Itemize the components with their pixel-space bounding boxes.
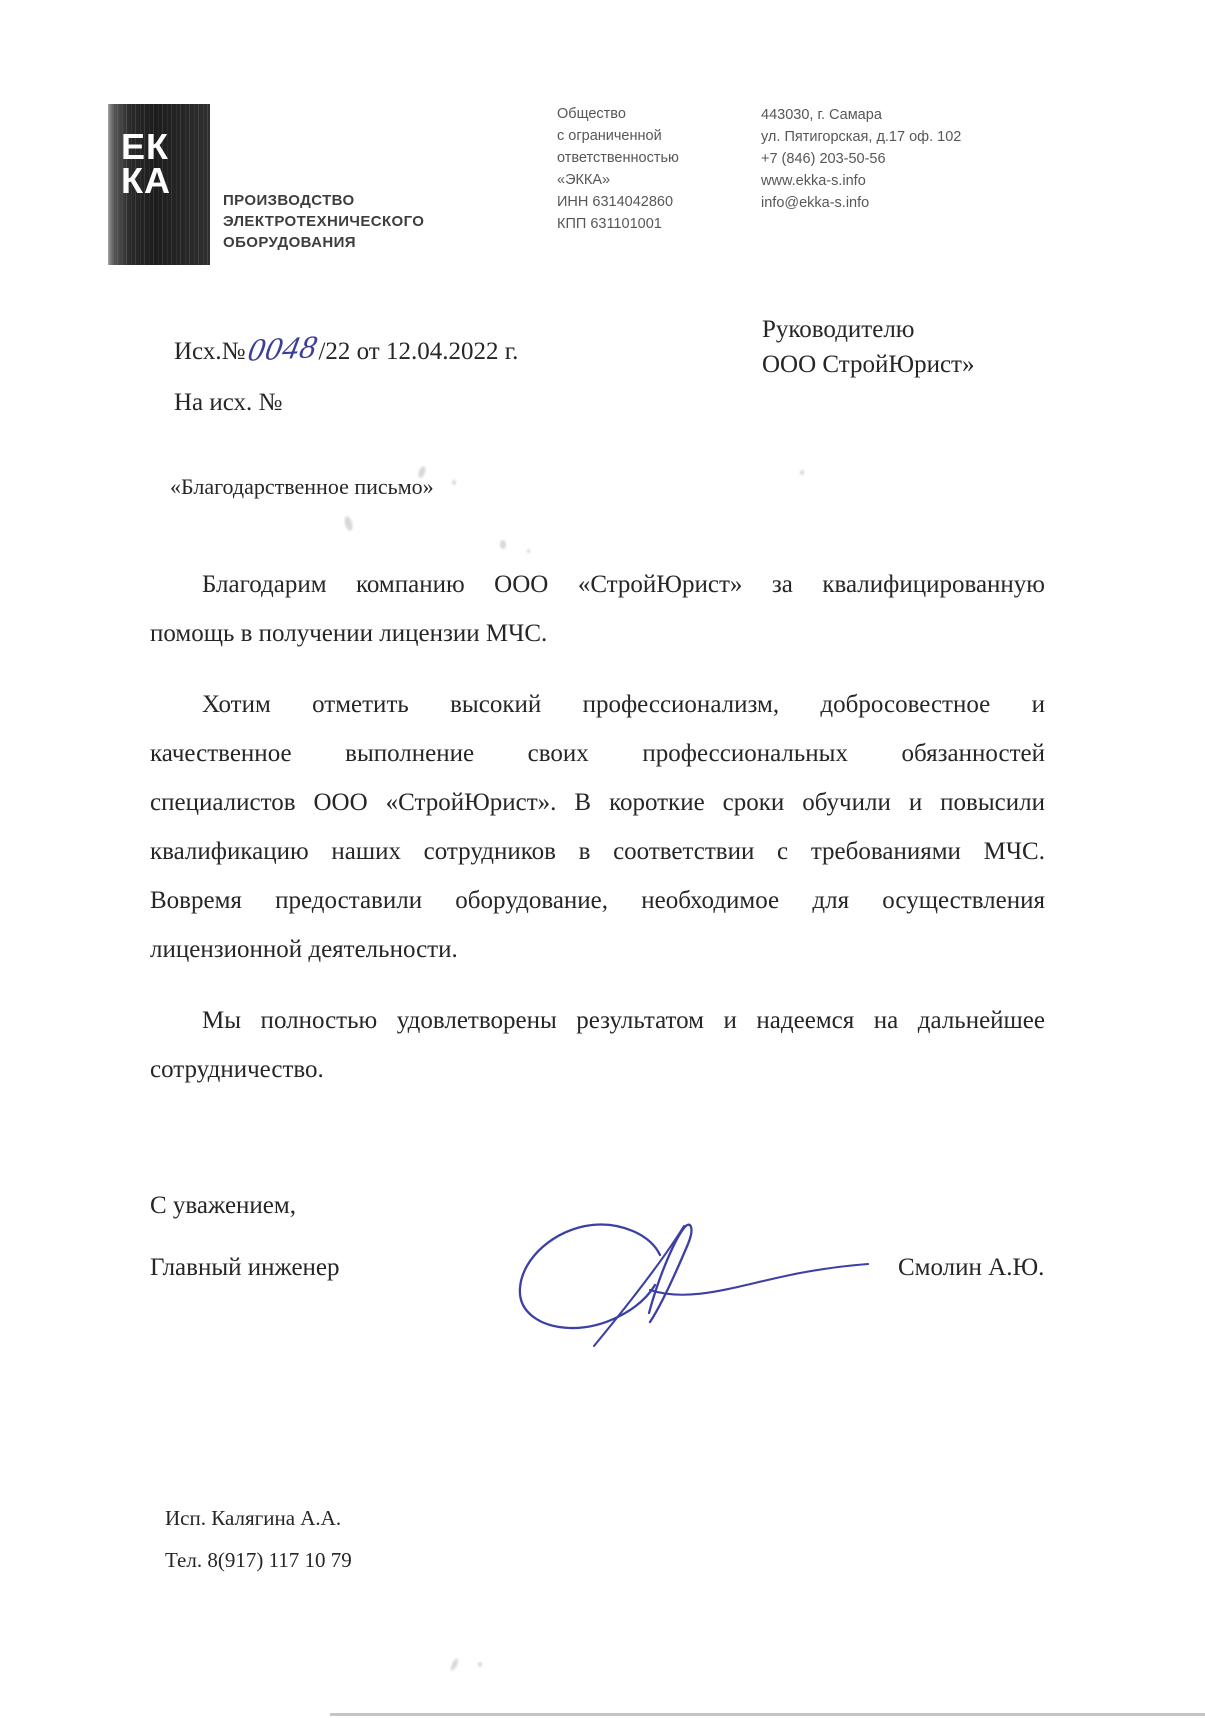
text-line: +7 (846) 203-50-56 [761, 151, 886, 167]
text-line: Общество [557, 106, 626, 122]
outgoing-reference [174, 330, 518, 367]
text-line: КПП 631101001 [557, 216, 662, 232]
text-line: «ЭККА» [557, 172, 611, 188]
signer-position: Главный инженер [150, 1254, 340, 1281]
text-line: ПРОИЗВОДСТВО [223, 192, 355, 209]
scan-smudge [478, 1662, 482, 1667]
scan-smudge [343, 515, 354, 531]
company-contacts [761, 104, 961, 214]
company-details [557, 103, 679, 235]
outgoing-prefix: Исх.№ [174, 338, 246, 365]
text-line: Вовремя предоставили оборудование, необходимое для осуществления [150, 887, 1045, 914]
handwritten-number: 0048 [245, 328, 322, 368]
scan-smudge [800, 470, 804, 475]
scan-edge-artifact [330, 1713, 1205, 1716]
executor-phone: Тел. 8(917) 117 10 79 [165, 1548, 352, 1572]
text-line: сотрудничество. [150, 1056, 324, 1083]
paragraph-2 [150, 680, 1045, 974]
text-line: 443030, г. Самара [761, 107, 882, 123]
signer-name: Смолин А.Ю. [898, 1254, 1045, 1281]
recipient-block [762, 312, 974, 382]
text-line: качественное выполнение своих профессиональных обязанностей [150, 740, 1045, 767]
salutation: С уважением, [150, 1192, 296, 1219]
incoming-reference-label: На исх. № [174, 389, 283, 416]
paragraph-1 [150, 560, 1045, 658]
logo-line-1: ЕК [121, 126, 169, 167]
text-line: квалификацию наших сотрудников в соответствии с требованиями МЧС. [150, 838, 1045, 865]
company-tagline [223, 190, 424, 253]
logo-text [121, 126, 171, 202]
letter-body [150, 560, 1045, 1116]
paragraph-3 [150, 996, 1045, 1094]
text-line: Руководителю [762, 316, 915, 343]
scan-smudge [449, 1658, 459, 1672]
company-logo [108, 104, 210, 265]
text-line: Благодарим компанию ООО «СтройЮрист» за квалифицированную [202, 571, 1045, 598]
text-line: ИНН 6314042860 [557, 194, 674, 210]
text-line: с ограниченной [557, 128, 662, 144]
text-line: ЭЛЕКТРОТЕХНИЧЕСКОГО [223, 213, 425, 230]
text-line: ул. Пятигорская, д.17 оф. 102 [761, 129, 962, 145]
text-line: ответственностью [557, 150, 679, 166]
scan-smudge [500, 540, 506, 549]
logo-line-2: КА [121, 160, 171, 202]
text-line: ООО СтройЮрист» [762, 351, 975, 378]
text-line: Мы полностью удовлетворены результатом и надеемся на дальнейшее [202, 1007, 1045, 1034]
text-line: info@ekka-s.info [761, 195, 870, 211]
text-line: www.ekka-s.info [761, 173, 866, 189]
handwritten-signature [500, 1210, 880, 1355]
text-line: Хотим отметить высокий профессионализм, добросовестное и [202, 691, 1045, 718]
text-line: помощь в получении лицензии МЧС. [150, 620, 548, 647]
text-line: лицензионной деятельности. [150, 936, 458, 963]
executor-line: Исп. Калягина А.А. [165, 1506, 342, 1530]
text-line: специалистов ООО «СтройЮрист». В короткие сроки обучили и повысили [150, 789, 1045, 816]
scan-smudge [452, 480, 456, 485]
subject-line: «Благодарственное письмо» [170, 474, 434, 499]
outgoing-suffix: /22 от 12.04.2022 г. [318, 338, 519, 365]
text-line: ОБОРУДОВАНИЯ [223, 234, 356, 251]
scan-smudge [527, 549, 530, 553]
